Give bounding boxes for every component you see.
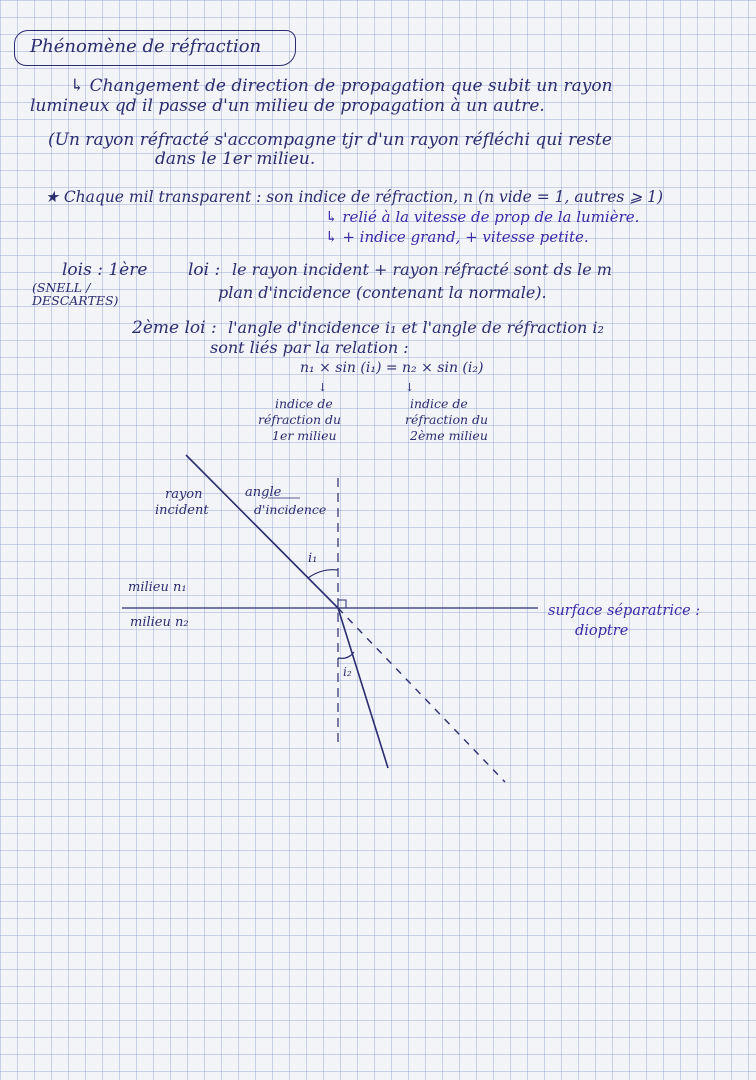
medium-2-label: milieu n₂ [130, 615, 189, 630]
index-line-3: ↳ + indice grand, + vitesse petite. [325, 228, 589, 246]
law1-label: loi : [188, 260, 221, 280]
angle-label-line-1: angle [245, 485, 282, 500]
right-angle-mark [338, 600, 346, 608]
annotation-arrow-1: ↓ [318, 381, 328, 394]
refracted-ray [338, 608, 388, 768]
index-line-2: ↳ relié à la vitesse de prop de la lumière. [325, 208, 640, 226]
incident-ray [186, 455, 338, 608]
definition-line-2: lumineux qd il passe d'un milieu de propagation à un autre. [30, 96, 545, 116]
note-line-2: dans le 1er milieu. [155, 149, 316, 169]
annotation-1-line-2: réfraction du [258, 412, 342, 427]
angle-i2-label: i₂ [343, 665, 352, 679]
law1-line-2: plan d'incidence (contenant la normale). [218, 283, 547, 302]
note-line-1: (Un rayon réfracté s'accompagne tjr d'un rayon réfléchi qui reste [48, 130, 612, 150]
index-line-1: ★ Chaque mil transparent : son indice de réfraction, n (n vide = 1, autres ⩾ 1) [45, 188, 664, 206]
law2-line-2: sont liés par la relation : [210, 338, 409, 357]
laws-names: (SNELL / DESCARTES) [32, 280, 119, 308]
annotation-1-line-1: indice de [275, 396, 333, 411]
snell-formula: n₁ × sin (i₁) = n₂ × sin (i₂) [300, 360, 484, 376]
medium-1-label: milieu n₁ [128, 580, 187, 595]
law2-label: 2ème loi : [132, 318, 217, 338]
annotation-2-line-2: réfraction du [405, 412, 489, 427]
surface-label-line-2: dioptre [575, 623, 629, 639]
laws-heading: lois : 1ère [62, 260, 148, 280]
ray-label-line-1: rayon [165, 487, 203, 502]
ray-extension [338, 608, 505, 782]
angle-i1-label: i₁ [308, 551, 318, 566]
surface-label-line-1: surface séparatrice : [548, 603, 701, 619]
annotation-1-line-3: 1er milieu [272, 428, 337, 443]
ray-label-line-2: incident [155, 503, 209, 518]
annotation-arrow-2: ↓ [405, 381, 415, 394]
angle-i1-arc [308, 570, 338, 578]
definition-line-1: ↳ Changement de direction de propagation que subit un rayon [70, 76, 613, 96]
page-title: Phénomène de réfraction [30, 36, 262, 57]
law1-line-1: le rayon incident + rayon réfracté sont ds le m [232, 260, 612, 279]
annotation-2-line-3: 2ème milieu [410, 428, 488, 443]
angle-label-line-2: d'incidence [254, 502, 327, 517]
annotation-2-line-1: indice de [410, 396, 468, 411]
law2-line-1: l'angle d'incidence i₁ et l'angle de réfraction i₂ [228, 318, 604, 337]
